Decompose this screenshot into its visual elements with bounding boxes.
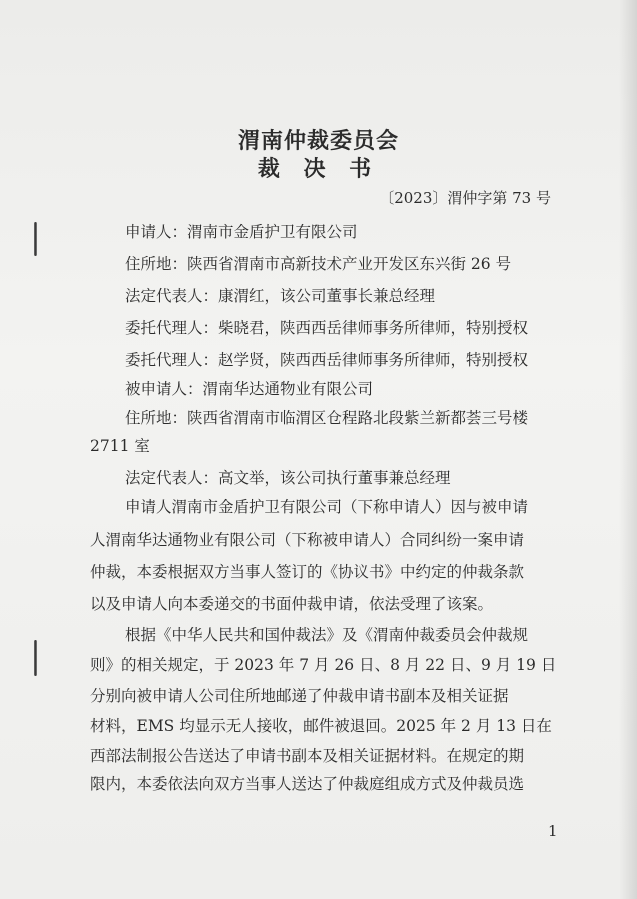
org-title: 渭南仲裁委员会 <box>237 128 399 154</box>
respondent-legal-rep-line: 法定代表人：高文举，该公司执行董事兼总经理 <box>125 469 451 487</box>
paragraph-1-line: 申请人渭南市金盾护卫有限公司（下称申请人）因与被申请 <box>125 498 529 516</box>
paragraph-2-line: 限内，本委依法向双方当事人送达了仲裁庭组成方式及仲裁员选 <box>90 775 525 793</box>
respondent-address-line-2: 2711 室 <box>90 437 150 455</box>
paragraph-2-line: 分别向被申请人公司住所地邮递了仲裁申请书副本及相关证据 <box>90 687 509 705</box>
applicant-line: 申请人：渭南市金盾护卫有限公司 <box>125 223 358 241</box>
respondent-address-line-1: 住所地：陕西省渭南市临渭区仓程路北段紫兰新都荟三号楼 <box>125 409 529 427</box>
agent-1-line: 委托代理人：柴晓君，陕西西岳律师事务所律师，特别授权 <box>125 319 529 337</box>
document-type-title: 裁 决 书 <box>257 156 380 182</box>
staple-top <box>34 222 37 256</box>
agent-2-line: 委托代理人：赵学贤，陕西西岳律师事务所律师，特别授权 <box>125 351 529 369</box>
paragraph-1-line: 仲裁，本委根据双方当事人签订的《协议书》中约定的仲裁条款 <box>90 563 525 581</box>
page-number: 1 <box>548 822 558 840</box>
respondent-line: 被申请人：渭南华达通物业有限公司 <box>125 380 374 398</box>
case-number: 〔2023〕渭仲字第 73 号 <box>379 189 551 207</box>
paragraph-2-line: 材料，EMS 均显示无人接收，邮件被退回。2025 年 2 月 13 日在 <box>90 717 552 735</box>
staple-bottom <box>34 640 37 676</box>
paragraph-2-line: 根据《中华人民共和国仲裁法》及《渭南仲裁委员会仲裁规 <box>125 626 529 644</box>
applicant-legal-rep-line: 法定代表人：康渭红，该公司董事长兼总经理 <box>125 287 436 305</box>
paragraph-1-line: 以及申请人向本委递交的书面仲裁申请，依法受理了该案。 <box>90 595 494 613</box>
paragraph-1-line: 人渭南华达通物业有限公司（下称被申请人）合同纠纷一案申请 <box>90 531 525 549</box>
paragraph-2-line: 则》的相关规定，于 2023 年 7 月 26 日、8 月 22 日、9 月 19 日 <box>90 656 557 674</box>
applicant-address-line: 住所地：陕西省渭南市高新技术产业开发区东兴街 26 号 <box>125 255 512 273</box>
paragraph-2-line: 西部法制报公告送达了申请书副本及相关证据材料。在规定的期 <box>90 747 525 765</box>
